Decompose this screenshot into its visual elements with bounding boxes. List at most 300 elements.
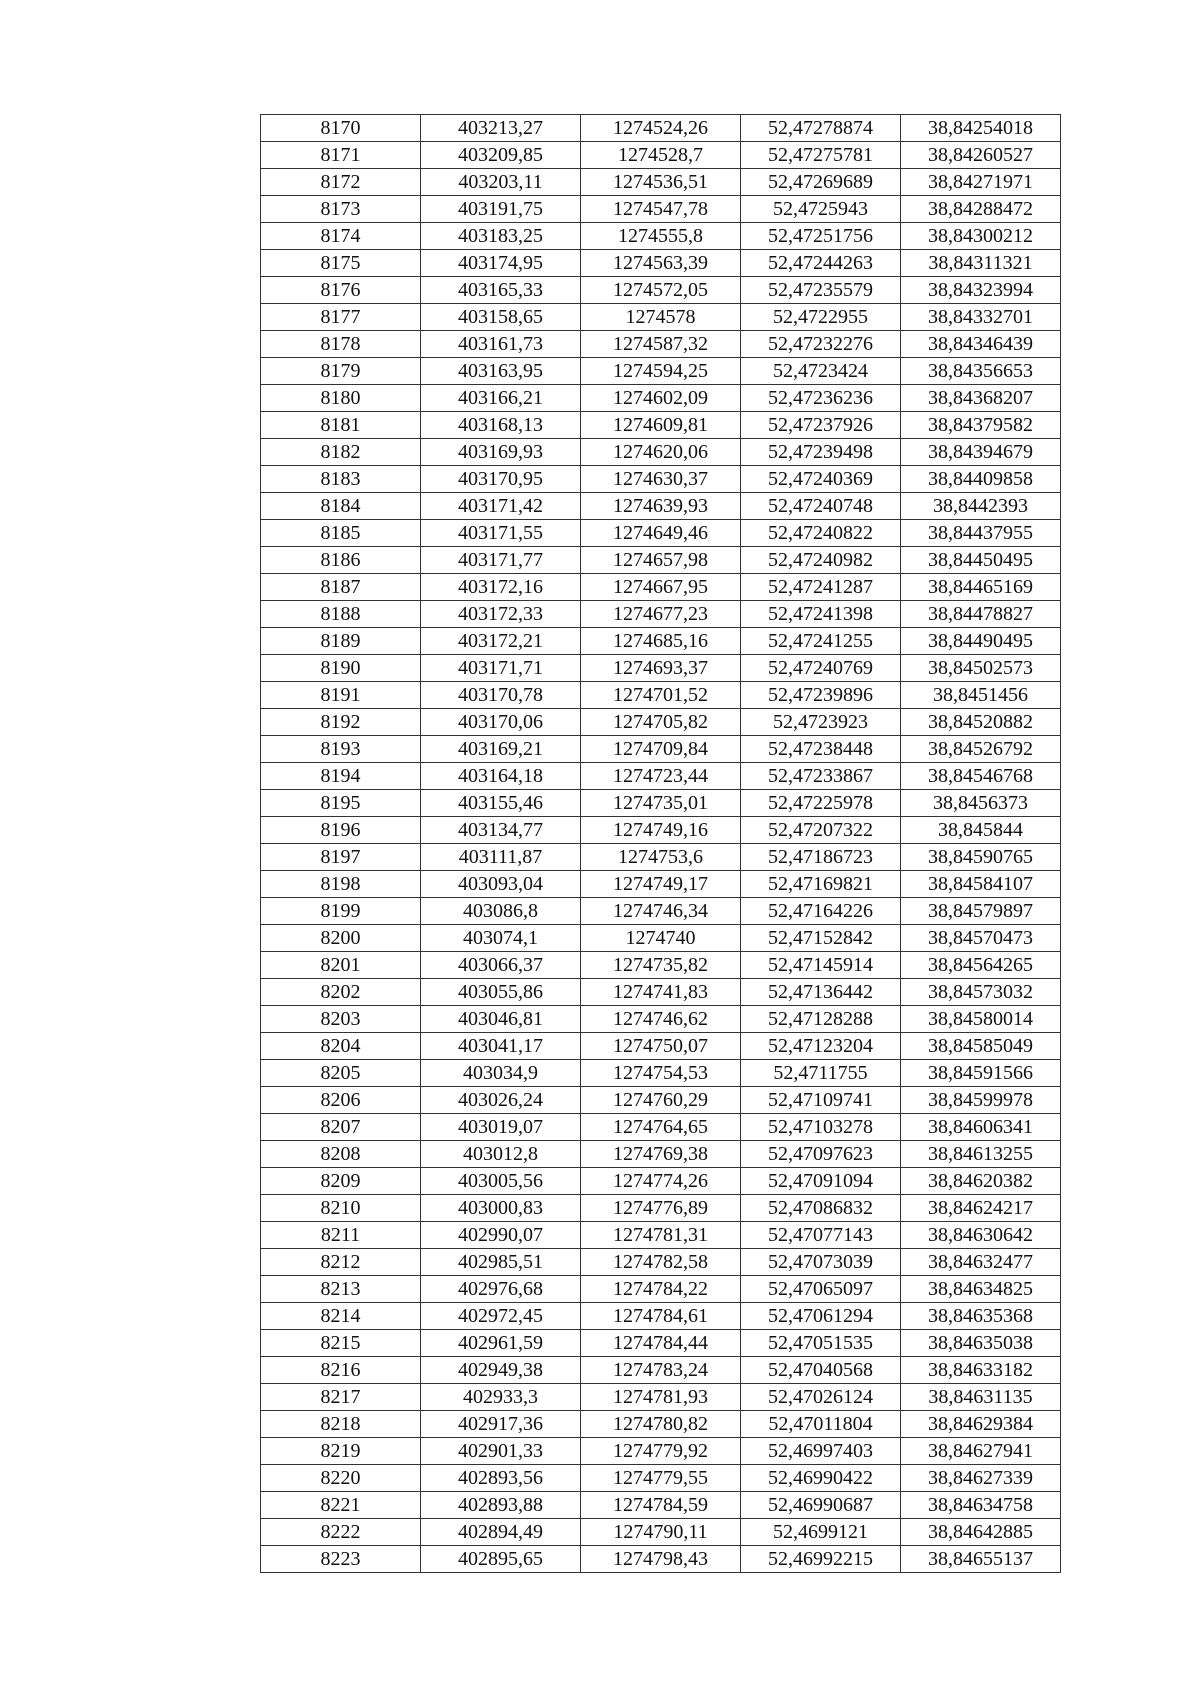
y-coordinate-cell: 1274630,37 [581,466,741,493]
longitude-cell: 38,84570473 [901,925,1061,952]
latitude-cell: 52,47145914 [741,952,901,979]
x-coordinate-cell: 403134,77 [421,817,581,844]
x-coordinate-cell: 403111,87 [421,844,581,871]
x-coordinate-cell: 403055,86 [421,979,581,1006]
point-number-cell: 8223 [261,1546,421,1573]
x-coordinate-cell: 403172,33 [421,601,581,628]
y-coordinate-cell: 1274667,95 [581,574,741,601]
latitude-cell: 52,4699121 [741,1519,901,1546]
point-number-cell: 8171 [261,142,421,169]
longitude-cell: 38,84606341 [901,1114,1061,1141]
latitude-cell: 52,47225978 [741,790,901,817]
table-row [261,898,1061,925]
x-coordinate-cell: 403209,85 [421,142,581,169]
longitude-cell: 38,84627339 [901,1465,1061,1492]
latitude-cell: 52,4723923 [741,709,901,736]
table-row [261,574,1061,601]
longitude-cell: 38,84490495 [901,628,1061,655]
x-coordinate-cell: 403166,21 [421,385,581,412]
y-coordinate-cell: 1274784,22 [581,1276,741,1303]
y-coordinate-cell: 1274783,24 [581,1357,741,1384]
longitude-cell: 38,84520882 [901,709,1061,736]
longitude-cell: 38,84635368 [901,1303,1061,1330]
latitude-cell: 52,4711755 [741,1060,901,1087]
y-coordinate-cell: 1274740 [581,925,741,952]
point-number-cell: 8200 [261,925,421,952]
point-number-cell: 8218 [261,1411,421,1438]
table-row [261,1438,1061,1465]
table-row [261,1222,1061,1249]
latitude-cell: 52,47103278 [741,1114,901,1141]
table-row [261,628,1061,655]
latitude-cell: 52,47123204 [741,1033,901,1060]
point-number-cell: 8176 [261,277,421,304]
y-coordinate-cell: 1274764,65 [581,1114,741,1141]
y-coordinate-cell: 1274685,16 [581,628,741,655]
longitude-cell: 38,84633182 [901,1357,1061,1384]
point-number-cell: 8190 [261,655,421,682]
table-row [261,1357,1061,1384]
y-coordinate-cell: 1274781,93 [581,1384,741,1411]
table-row [261,1168,1061,1195]
y-coordinate-cell: 1274563,39 [581,250,741,277]
point-number-cell: 8219 [261,1438,421,1465]
point-number-cell: 8211 [261,1222,421,1249]
point-number-cell: 8178 [261,331,421,358]
x-coordinate-cell: 402901,33 [421,1438,581,1465]
point-number-cell: 8185 [261,520,421,547]
y-coordinate-cell: 1274536,51 [581,169,741,196]
table-row [261,979,1061,1006]
point-number-cell: 8205 [261,1060,421,1087]
x-coordinate-cell: 403005,56 [421,1168,581,1195]
x-coordinate-cell: 403086,8 [421,898,581,925]
y-coordinate-cell: 1274779,92 [581,1438,741,1465]
latitude-cell: 52,47240769 [741,655,901,682]
latitude-cell: 52,47241287 [741,574,901,601]
point-number-cell: 8181 [261,412,421,439]
y-coordinate-cell: 1274587,32 [581,331,741,358]
point-number-cell: 8199 [261,898,421,925]
y-coordinate-cell: 1274781,31 [581,1222,741,1249]
longitude-cell: 38,84613255 [901,1141,1061,1168]
latitude-cell: 52,47238448 [741,736,901,763]
point-number-cell: 8212 [261,1249,421,1276]
point-number-cell: 8183 [261,466,421,493]
y-coordinate-cell: 1274798,43 [581,1546,741,1573]
latitude-cell: 52,47240369 [741,466,901,493]
table-row [261,1114,1061,1141]
point-number-cell: 8180 [261,385,421,412]
longitude-cell: 38,84311321 [901,250,1061,277]
table-row [261,169,1061,196]
table-row [261,871,1061,898]
y-coordinate-cell: 1274776,89 [581,1195,741,1222]
y-coordinate-cell: 1274784,44 [581,1330,741,1357]
longitude-cell: 38,84271971 [901,169,1061,196]
table-row [261,1465,1061,1492]
latitude-cell: 52,47239498 [741,439,901,466]
point-number-cell: 8188 [261,601,421,628]
x-coordinate-cell: 402893,88 [421,1492,581,1519]
point-number-cell: 8186 [261,547,421,574]
coordinates-table [260,114,1061,1573]
point-number-cell: 8215 [261,1330,421,1357]
x-coordinate-cell: 402976,68 [421,1276,581,1303]
table-row [261,196,1061,223]
longitude-cell: 38,84634758 [901,1492,1061,1519]
y-coordinate-cell: 1274754,53 [581,1060,741,1087]
table-row [261,412,1061,439]
longitude-cell: 38,84629384 [901,1411,1061,1438]
x-coordinate-cell: 403174,95 [421,250,581,277]
x-coordinate-cell: 403171,55 [421,520,581,547]
y-coordinate-cell: 1274735,82 [581,952,741,979]
point-number-cell: 8202 [261,979,421,1006]
y-coordinate-cell: 1274769,38 [581,1141,741,1168]
point-number-cell: 8214 [261,1303,421,1330]
y-coordinate-cell: 1274555,8 [581,223,741,250]
y-coordinate-cell: 1274649,46 [581,520,741,547]
latitude-cell: 52,4722955 [741,304,901,331]
point-number-cell: 8210 [261,1195,421,1222]
table-row [261,493,1061,520]
y-coordinate-cell: 1274705,82 [581,709,741,736]
longitude-cell: 38,8442393 [901,493,1061,520]
x-coordinate-cell: 403172,16 [421,574,581,601]
x-coordinate-cell: 403164,18 [421,763,581,790]
y-coordinate-cell: 1274602,09 [581,385,741,412]
x-coordinate-cell: 403158,65 [421,304,581,331]
latitude-cell: 52,46990422 [741,1465,901,1492]
table-row [261,1033,1061,1060]
x-coordinate-cell: 403213,27 [421,115,581,142]
point-number-cell: 8175 [261,250,421,277]
y-coordinate-cell: 1274753,6 [581,844,741,871]
point-number-cell: 8196 [261,817,421,844]
latitude-cell: 52,47240748 [741,493,901,520]
longitude-cell: 38,84630642 [901,1222,1061,1249]
x-coordinate-cell: 403019,07 [421,1114,581,1141]
x-coordinate-cell: 402961,59 [421,1330,581,1357]
longitude-cell: 38,84379582 [901,412,1061,439]
y-coordinate-cell: 1274657,98 [581,547,741,574]
longitude-cell: 38,84584107 [901,871,1061,898]
x-coordinate-cell: 402893,56 [421,1465,581,1492]
longitude-cell: 38,84300212 [901,223,1061,250]
latitude-cell: 52,47169821 [741,871,901,898]
latitude-cell: 52,47128288 [741,1006,901,1033]
x-coordinate-cell: 403046,81 [421,1006,581,1033]
latitude-cell: 52,47239896 [741,682,901,709]
longitude-cell: 38,84655137 [901,1546,1061,1573]
longitude-cell: 38,8451456 [901,682,1061,709]
longitude-cell: 38,84579897 [901,898,1061,925]
latitude-cell: 52,47240982 [741,547,901,574]
latitude-cell: 52,4725943 [741,196,901,223]
longitude-cell: 38,84585049 [901,1033,1061,1060]
longitude-cell: 38,84254018 [901,115,1061,142]
x-coordinate-cell: 403171,71 [421,655,581,682]
latitude-cell: 52,47011804 [741,1411,901,1438]
point-number-cell: 8189 [261,628,421,655]
longitude-cell: 38,84635038 [901,1330,1061,1357]
point-number-cell: 8204 [261,1033,421,1060]
x-coordinate-cell: 403093,04 [421,871,581,898]
y-coordinate-cell: 1274693,37 [581,655,741,682]
latitude-cell: 52,47207322 [741,817,901,844]
latitude-cell: 52,47275781 [741,142,901,169]
longitude-cell: 38,84627941 [901,1438,1061,1465]
point-number-cell: 8201 [261,952,421,979]
y-coordinate-cell: 1274723,44 [581,763,741,790]
latitude-cell: 52,47233867 [741,763,901,790]
longitude-cell: 38,84394679 [901,439,1061,466]
latitude-cell: 52,47136442 [741,979,901,1006]
x-coordinate-cell: 402894,49 [421,1519,581,1546]
point-number-cell: 8221 [261,1492,421,1519]
y-coordinate-cell: 1274774,26 [581,1168,741,1195]
table-row [261,952,1061,979]
point-number-cell: 8191 [261,682,421,709]
table-row [261,709,1061,736]
longitude-cell: 38,84288472 [901,196,1061,223]
point-number-cell: 8182 [261,439,421,466]
table-row [261,1087,1061,1114]
point-number-cell: 8192 [261,709,421,736]
y-coordinate-cell: 1274760,29 [581,1087,741,1114]
x-coordinate-cell: 403165,33 [421,277,581,304]
latitude-cell: 52,4723424 [741,358,901,385]
y-coordinate-cell: 1274746,62 [581,1006,741,1033]
table-row [261,1519,1061,1546]
latitude-cell: 52,47061294 [741,1303,901,1330]
point-number-cell: 8172 [261,169,421,196]
table-row [261,1411,1061,1438]
longitude-cell: 38,84368207 [901,385,1061,412]
y-coordinate-cell: 1274578 [581,304,741,331]
y-coordinate-cell: 1274784,59 [581,1492,741,1519]
longitude-cell: 38,84465169 [901,574,1061,601]
y-coordinate-cell: 1274782,58 [581,1249,741,1276]
longitude-cell: 38,84346439 [901,331,1061,358]
longitude-cell: 38,84502573 [901,655,1061,682]
x-coordinate-cell: 403170,06 [421,709,581,736]
y-coordinate-cell: 1274735,01 [581,790,741,817]
longitude-cell: 38,84573032 [901,979,1061,1006]
point-number-cell: 8184 [261,493,421,520]
point-number-cell: 8208 [261,1141,421,1168]
longitude-cell: 38,84642885 [901,1519,1061,1546]
longitude-cell: 38,84260527 [901,142,1061,169]
latitude-cell: 52,47086832 [741,1195,901,1222]
y-coordinate-cell: 1274609,81 [581,412,741,439]
y-coordinate-cell: 1274780,82 [581,1411,741,1438]
x-coordinate-cell: 403161,73 [421,331,581,358]
longitude-cell: 38,84526792 [901,736,1061,763]
longitude-cell: 38,84450495 [901,547,1061,574]
point-number-cell: 8213 [261,1276,421,1303]
x-coordinate-cell: 402933,3 [421,1384,581,1411]
point-number-cell: 8216 [261,1357,421,1384]
x-coordinate-cell: 402895,65 [421,1546,581,1573]
latitude-cell: 52,47278874 [741,115,901,142]
point-number-cell: 8198 [261,871,421,898]
longitude-cell: 38,84437955 [901,520,1061,547]
table-row [261,223,1061,250]
y-coordinate-cell: 1274784,61 [581,1303,741,1330]
table-row [261,1303,1061,1330]
coordinates-table-body [261,115,1061,1573]
latitude-cell: 52,47026124 [741,1384,901,1411]
latitude-cell: 52,47040568 [741,1357,901,1384]
longitude-cell: 38,84624217 [901,1195,1061,1222]
point-number-cell: 8203 [261,1006,421,1033]
table-row [261,466,1061,493]
latitude-cell: 52,47241255 [741,628,901,655]
latitude-cell: 52,47240822 [741,520,901,547]
point-number-cell: 8207 [261,1114,421,1141]
table-row [261,1492,1061,1519]
table-row [261,304,1061,331]
table-row [261,682,1061,709]
table-row [261,142,1061,169]
latitude-cell: 52,47164226 [741,898,901,925]
table-row [261,1006,1061,1033]
longitude-cell: 38,84634825 [901,1276,1061,1303]
longitude-cell: 38,84631135 [901,1384,1061,1411]
x-coordinate-cell: 403203,11 [421,169,581,196]
x-coordinate-cell: 403168,13 [421,412,581,439]
x-coordinate-cell: 402985,51 [421,1249,581,1276]
point-number-cell: 8173 [261,196,421,223]
x-coordinate-cell: 403183,25 [421,223,581,250]
x-coordinate-cell: 402917,36 [421,1411,581,1438]
point-number-cell: 8217 [261,1384,421,1411]
y-coordinate-cell: 1274677,23 [581,601,741,628]
table-row [261,1195,1061,1222]
longitude-cell: 38,84356653 [901,358,1061,385]
longitude-cell: 38,84599978 [901,1087,1061,1114]
point-number-cell: 8170 [261,115,421,142]
table-row [261,1276,1061,1303]
y-coordinate-cell: 1274749,16 [581,817,741,844]
x-coordinate-cell: 402972,45 [421,1303,581,1330]
table-row [261,439,1061,466]
latitude-cell: 52,47235579 [741,277,901,304]
table-row [261,385,1061,412]
table-row [261,115,1061,142]
y-coordinate-cell: 1274749,17 [581,871,741,898]
x-coordinate-cell: 403026,24 [421,1087,581,1114]
table-row [261,1249,1061,1276]
table-row [261,763,1061,790]
table-row [261,331,1061,358]
longitude-cell: 38,845844 [901,817,1061,844]
table-row [261,520,1061,547]
table-row [261,736,1061,763]
latitude-cell: 52,47152842 [741,925,901,952]
longitude-cell: 38,84323994 [901,277,1061,304]
x-coordinate-cell: 403000,83 [421,1195,581,1222]
latitude-cell: 52,47237926 [741,412,901,439]
y-coordinate-cell: 1274528,7 [581,142,741,169]
longitude-cell: 38,84332701 [901,304,1061,331]
x-coordinate-cell: 402990,07 [421,1222,581,1249]
point-number-cell: 8206 [261,1087,421,1114]
y-coordinate-cell: 1274750,07 [581,1033,741,1060]
point-number-cell: 8209 [261,1168,421,1195]
latitude-cell: 52,46992215 [741,1546,901,1573]
y-coordinate-cell: 1274594,25 [581,358,741,385]
y-coordinate-cell: 1274709,84 [581,736,741,763]
longitude-cell: 38,84632477 [901,1249,1061,1276]
table-row [261,358,1061,385]
latitude-cell: 52,47186723 [741,844,901,871]
point-number-cell: 8220 [261,1465,421,1492]
y-coordinate-cell: 1274524,26 [581,115,741,142]
latitude-cell: 52,47236236 [741,385,901,412]
point-number-cell: 8174 [261,223,421,250]
latitude-cell: 52,47097623 [741,1141,901,1168]
y-coordinate-cell: 1274572,05 [581,277,741,304]
x-coordinate-cell: 403169,93 [421,439,581,466]
table-row [261,1141,1061,1168]
longitude-cell: 38,84591566 [901,1060,1061,1087]
x-coordinate-cell: 403172,21 [421,628,581,655]
latitude-cell: 52,47241398 [741,601,901,628]
y-coordinate-cell: 1274547,78 [581,196,741,223]
x-coordinate-cell: 403074,1 [421,925,581,952]
longitude-cell: 38,84564265 [901,952,1061,979]
point-number-cell: 8222 [261,1519,421,1546]
x-coordinate-cell: 403012,8 [421,1141,581,1168]
longitude-cell: 38,84580014 [901,1006,1061,1033]
x-coordinate-cell: 403170,95 [421,466,581,493]
latitude-cell: 52,47051535 [741,1330,901,1357]
latitude-cell: 52,46990687 [741,1492,901,1519]
table-row [261,1060,1061,1087]
point-number-cell: 8187 [261,574,421,601]
longitude-cell: 38,84409858 [901,466,1061,493]
x-coordinate-cell: 403066,37 [421,952,581,979]
longitude-cell: 38,84546768 [901,763,1061,790]
latitude-cell: 52,47091094 [741,1168,901,1195]
x-coordinate-cell: 402949,38 [421,1357,581,1384]
longitude-cell: 38,8456373 [901,790,1061,817]
y-coordinate-cell: 1274790,11 [581,1519,741,1546]
y-coordinate-cell: 1274746,34 [581,898,741,925]
table-row [261,925,1061,952]
point-number-cell: 8193 [261,736,421,763]
table-row [261,250,1061,277]
table-row [261,655,1061,682]
table-row [261,601,1061,628]
latitude-cell: 52,47109741 [741,1087,901,1114]
x-coordinate-cell: 403170,78 [421,682,581,709]
latitude-cell: 52,47244263 [741,250,901,277]
latitude-cell: 52,46997403 [741,1438,901,1465]
table-row [261,817,1061,844]
point-number-cell: 8179 [261,358,421,385]
x-coordinate-cell: 403171,42 [421,493,581,520]
x-coordinate-cell: 403191,75 [421,196,581,223]
point-number-cell: 8194 [261,763,421,790]
table-row [261,547,1061,574]
latitude-cell: 52,47251756 [741,223,901,250]
y-coordinate-cell: 1274741,83 [581,979,741,1006]
point-number-cell: 8197 [261,844,421,871]
